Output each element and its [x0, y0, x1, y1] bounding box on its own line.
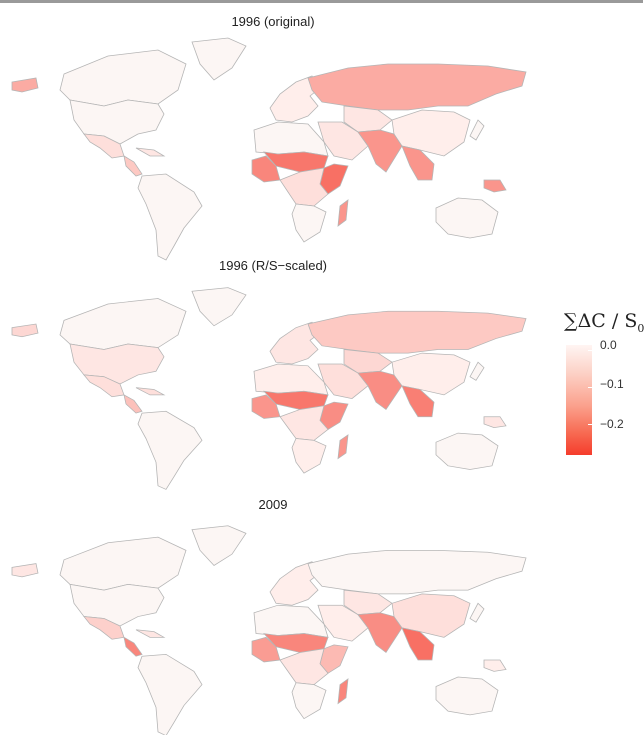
region-alaska — [12, 564, 38, 577]
region-greenland — [192, 526, 246, 566]
region-caribbean — [136, 388, 164, 395]
region-canada — [60, 50, 186, 106]
region-central-america — [124, 395, 142, 413]
panel-title: 1996 (R/S−scaled) — [218, 258, 328, 273]
legend-tickmark — [588, 424, 592, 425]
top-rule — [0, 0, 643, 3]
region-russia — [308, 550, 526, 593]
legend-tick-label: 0.0 — [600, 338, 617, 352]
legend-tickmark — [588, 350, 592, 351]
legend-title-sum: ∑ — [564, 310, 578, 332]
region-japan — [470, 362, 484, 380]
region-australia — [436, 433, 498, 469]
region-north-africa — [254, 364, 328, 395]
region-papua-new-guinea — [484, 180, 506, 192]
region-southern-africa — [292, 439, 326, 474]
region-japan — [470, 603, 484, 622]
region-alaska — [12, 78, 38, 92]
panel-title: 1996 (original) — [231, 14, 315, 29]
region-southern-africa — [292, 204, 326, 242]
region-caribbean — [136, 630, 164, 638]
region-north-africa — [254, 605, 328, 637]
region-south-america — [138, 174, 202, 260]
region-central-africa — [280, 649, 328, 685]
region-central-america — [124, 156, 142, 176]
legend-title-main: ΔC / S — [577, 310, 638, 332]
world-map — [8, 522, 538, 730]
region-papua-new-guinea — [484, 417, 506, 428]
region-central-africa — [280, 168, 328, 206]
panel-title: 2009 — [258, 497, 288, 512]
legend-tick-label: −0.2 — [600, 417, 624, 431]
region-japan — [470, 120, 484, 140]
legend-tickmark — [588, 387, 592, 388]
region-madagascar — [338, 200, 348, 226]
region-russia — [308, 311, 526, 353]
region-canada — [60, 537, 186, 590]
region-madagascar — [338, 435, 348, 459]
region-canada — [60, 299, 186, 350]
region-north-africa — [254, 122, 328, 156]
legend-tick-label: −0.1 — [600, 377, 624, 391]
region-russia — [308, 64, 526, 110]
world-map — [8, 284, 538, 484]
region-greenland — [192, 38, 246, 80]
region-australia — [436, 198, 498, 238]
color-legend — [562, 310, 642, 460]
region-south-america — [138, 654, 202, 735]
region-south-america — [138, 411, 202, 489]
region-central-america — [124, 637, 142, 656]
region-australia — [436, 677, 498, 715]
region-madagascar — [338, 679, 348, 704]
world-map — [8, 34, 538, 254]
legend-colorbar — [566, 345, 592, 455]
legend-title-sub: 0 — [637, 321, 644, 335]
region-united-states — [70, 344, 164, 384]
legend-title — [564, 310, 644, 335]
region-caribbean — [136, 148, 164, 156]
region-united-states — [70, 100, 164, 144]
region-southern-africa — [292, 683, 326, 719]
region-alaska — [12, 324, 38, 337]
region-papua-new-guinea — [484, 660, 506, 671]
region-central-africa — [280, 406, 328, 441]
region-greenland — [192, 288, 246, 326]
region-united-states — [70, 584, 164, 626]
